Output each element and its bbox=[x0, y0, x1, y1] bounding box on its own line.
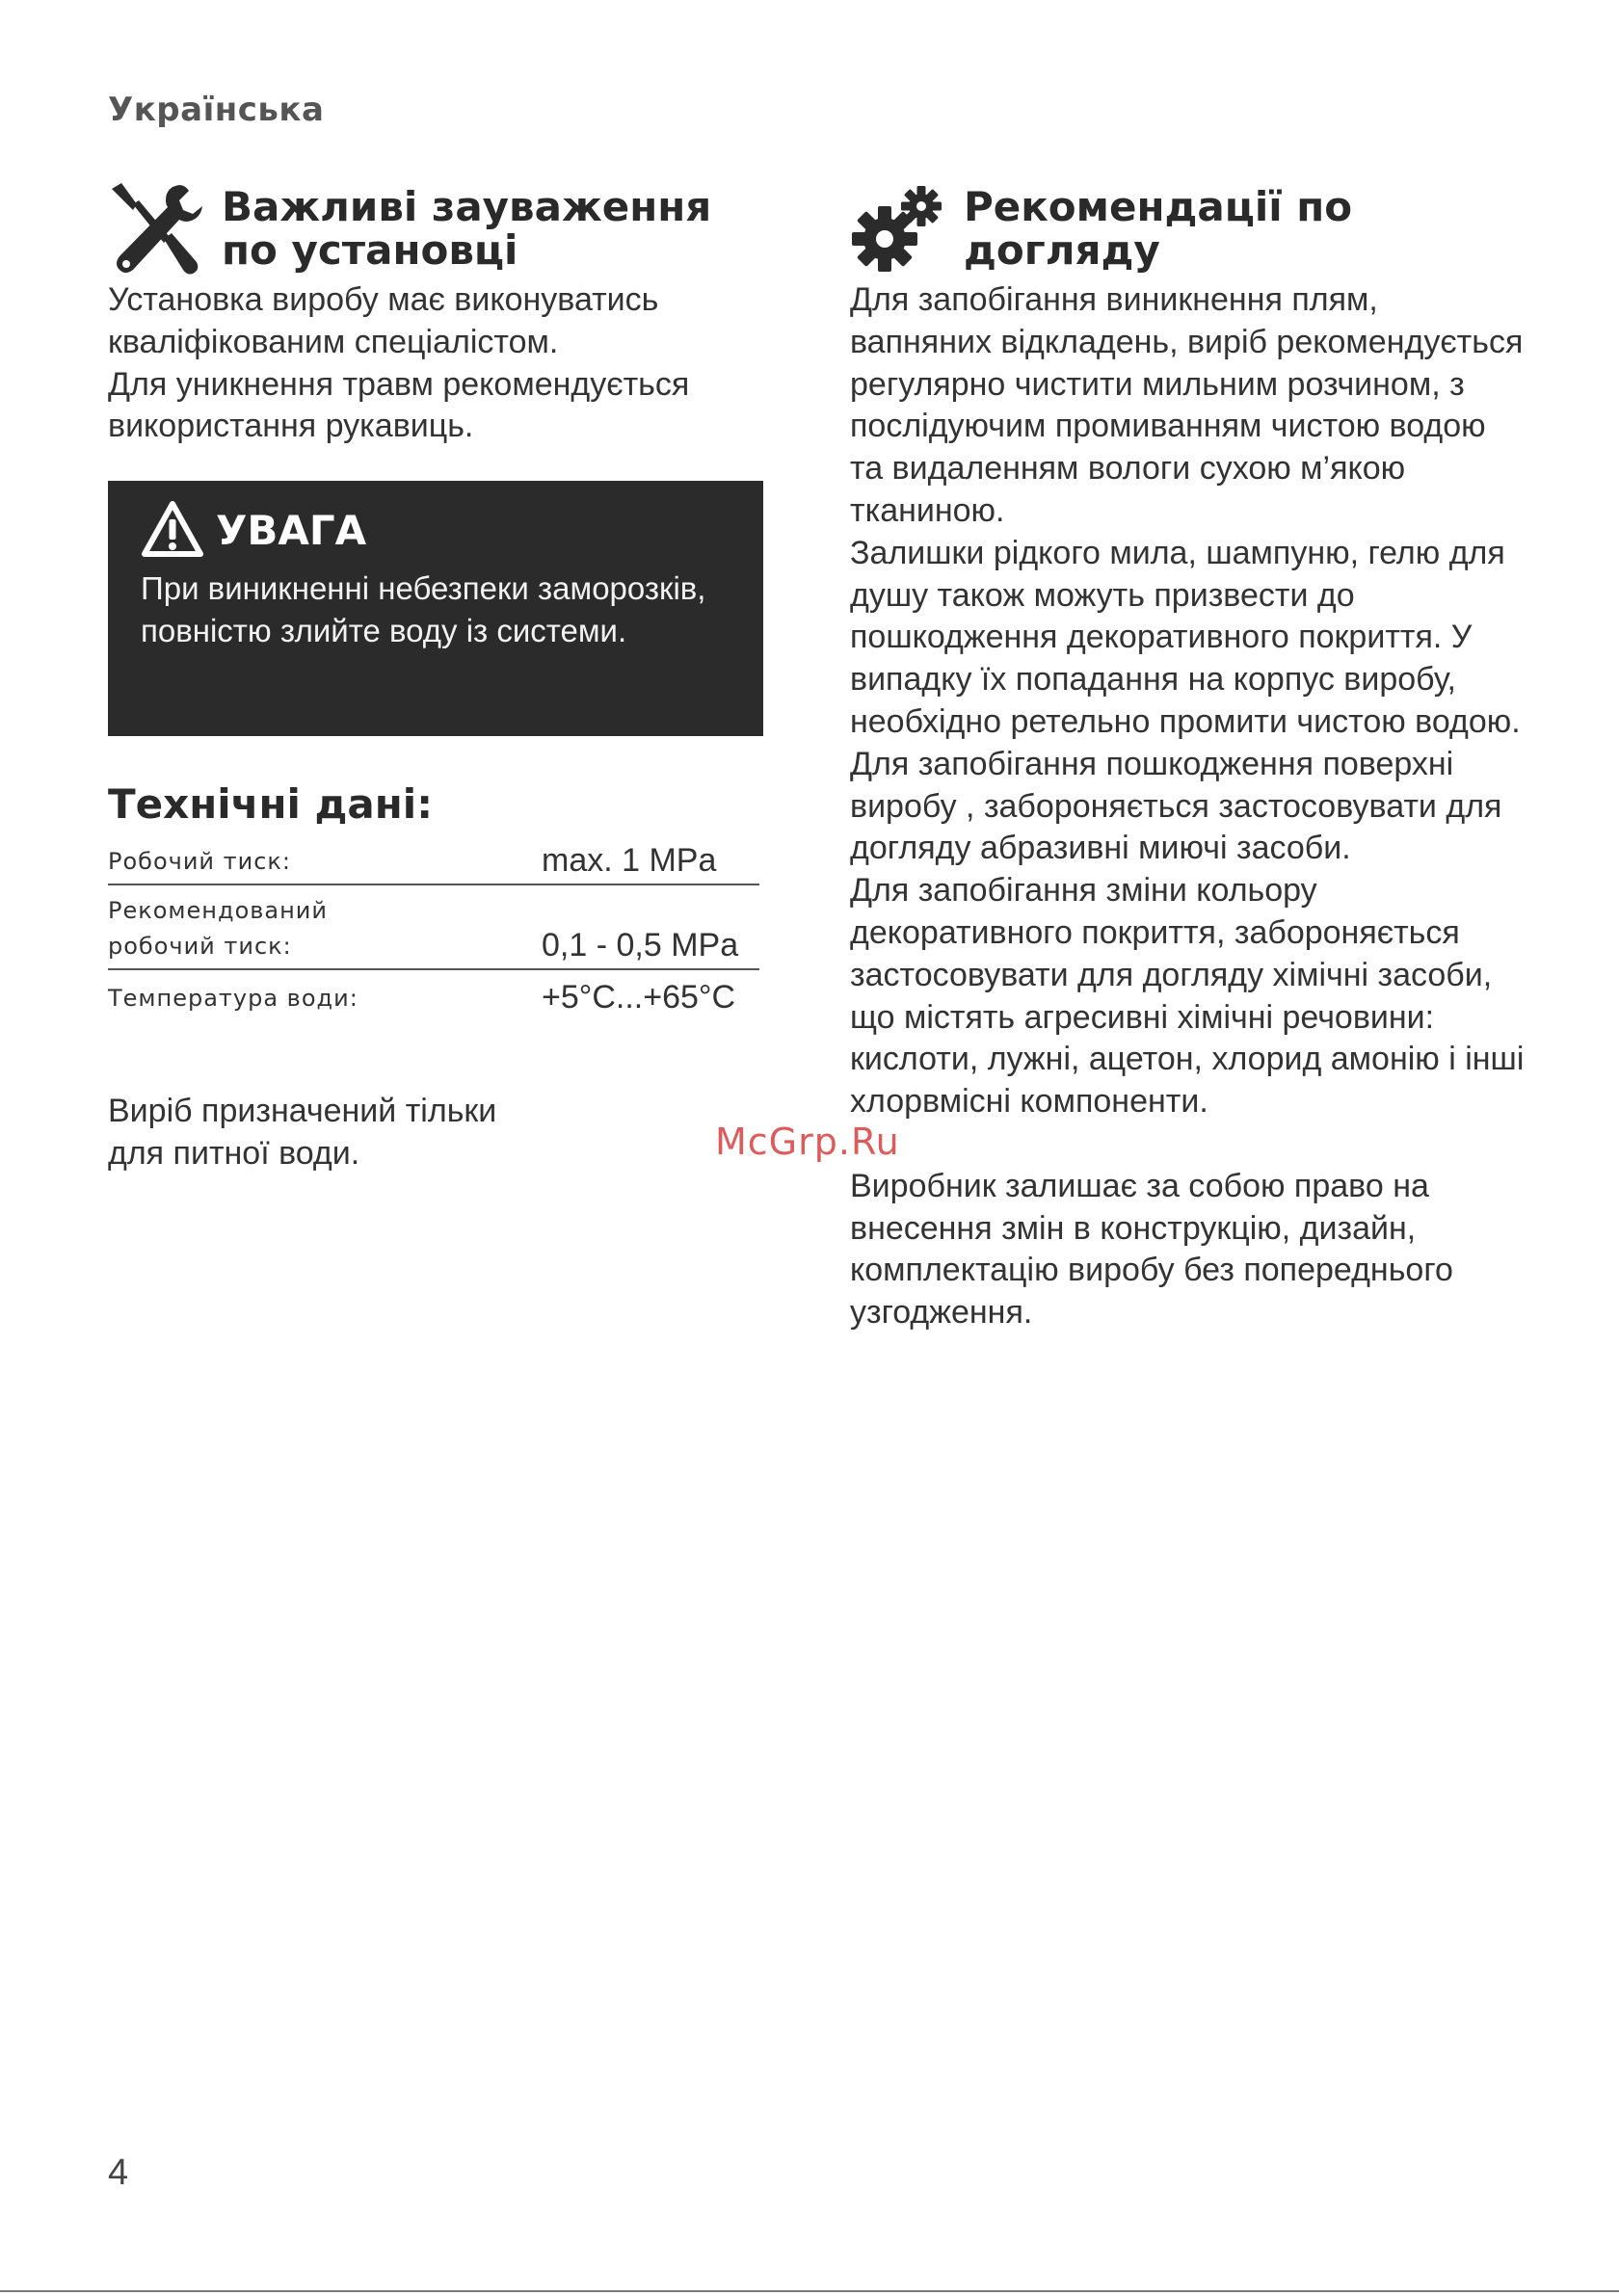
tech-title: Технічні дані: bbox=[108, 780, 433, 829]
install-paragraph: Установка виробу має виконуватись кваліфікованим спеціалістом. bbox=[108, 281, 659, 360]
warning-text: При виникненні небезпеки заморозків, повністю злийте воду із системи. bbox=[141, 570, 706, 649]
care-paragraph: Для запобігання пошкодження поверхні виробу , забороняється застосовувати для догляду абразивні миючі засоби. bbox=[850, 745, 1502, 867]
spec-value: 0,1 - 0,5 MPa bbox=[542, 927, 739, 964]
spec-row bbox=[108, 841, 759, 885]
language-label: Українська bbox=[108, 91, 325, 129]
spec-label: Температура води: bbox=[108, 985, 358, 1013]
spec-label: Робочий тиск: bbox=[108, 848, 291, 876]
install-paragraph: Для уникнення травм рекомендується використання рукавиць. bbox=[108, 365, 690, 445]
spec-row bbox=[108, 893, 759, 970]
care-heading bbox=[850, 181, 1525, 277]
warning-title: УВАГА bbox=[216, 506, 367, 554]
potable-water-note: Виріб призначений тільки для питної води. bbox=[108, 1093, 497, 1173]
care-section bbox=[850, 181, 1525, 1334]
care-paragraph: Залишки рідкого мила, шампуню, гелю для душу також можуть призвести до пошкодження декоративного покриття. У випадку їх попадання на корпус виробу, необхідно ретельно промити чистою водою. bbox=[850, 534, 1521, 740]
spec-value: max. 1 MPa bbox=[542, 842, 717, 880]
page-number: 4 bbox=[108, 2152, 129, 2193]
spec-value: +5°C...+65°C bbox=[542, 979, 736, 1016]
gears-icon bbox=[850, 181, 946, 277]
care-paragraph: Для запобігання зміни кольору декоративного покриття, забороняється застосовувати для догляду хімічні засоби, що містять агресивні хімічні речовини: кислоти, лужні, ацетон, хлорид амонію і інші хлорвмісні компоненти. bbox=[850, 872, 1525, 1121]
spec-label: Рекомендований робочий тиск: bbox=[108, 897, 328, 961]
warning-box bbox=[108, 481, 763, 736]
install-section bbox=[108, 181, 763, 1174]
care-title: Рекомендації по догляду bbox=[964, 183, 1353, 274]
page-bottom-border bbox=[0, 2290, 1619, 2292]
install-heading bbox=[108, 181, 763, 277]
watermark: McGrp.Ru bbox=[715, 1121, 900, 1163]
wrench-screwdriver-icon bbox=[108, 181, 204, 277]
install-title: Важливі зауваження по установці bbox=[222, 183, 712, 274]
spec-row bbox=[108, 978, 759, 1020]
disclaimer: Виробник залишає за собою право на внесення змін в конструкцію, дизайн, комплектацію виробу без попереднього узгодження. bbox=[850, 1167, 1453, 1332]
care-text bbox=[850, 279, 1525, 1334]
install-text bbox=[108, 279, 763, 448]
care-paragraph: Для запобігання виникнення плям, вапняних відкладень, виріб рекомендується регулярно чистити мильним розчином, з послідуючим промиванням чистою водою та видаленням вологи сухою м’якою тканиною. bbox=[850, 281, 1524, 529]
warning-triangle-icon bbox=[141, 500, 204, 560]
